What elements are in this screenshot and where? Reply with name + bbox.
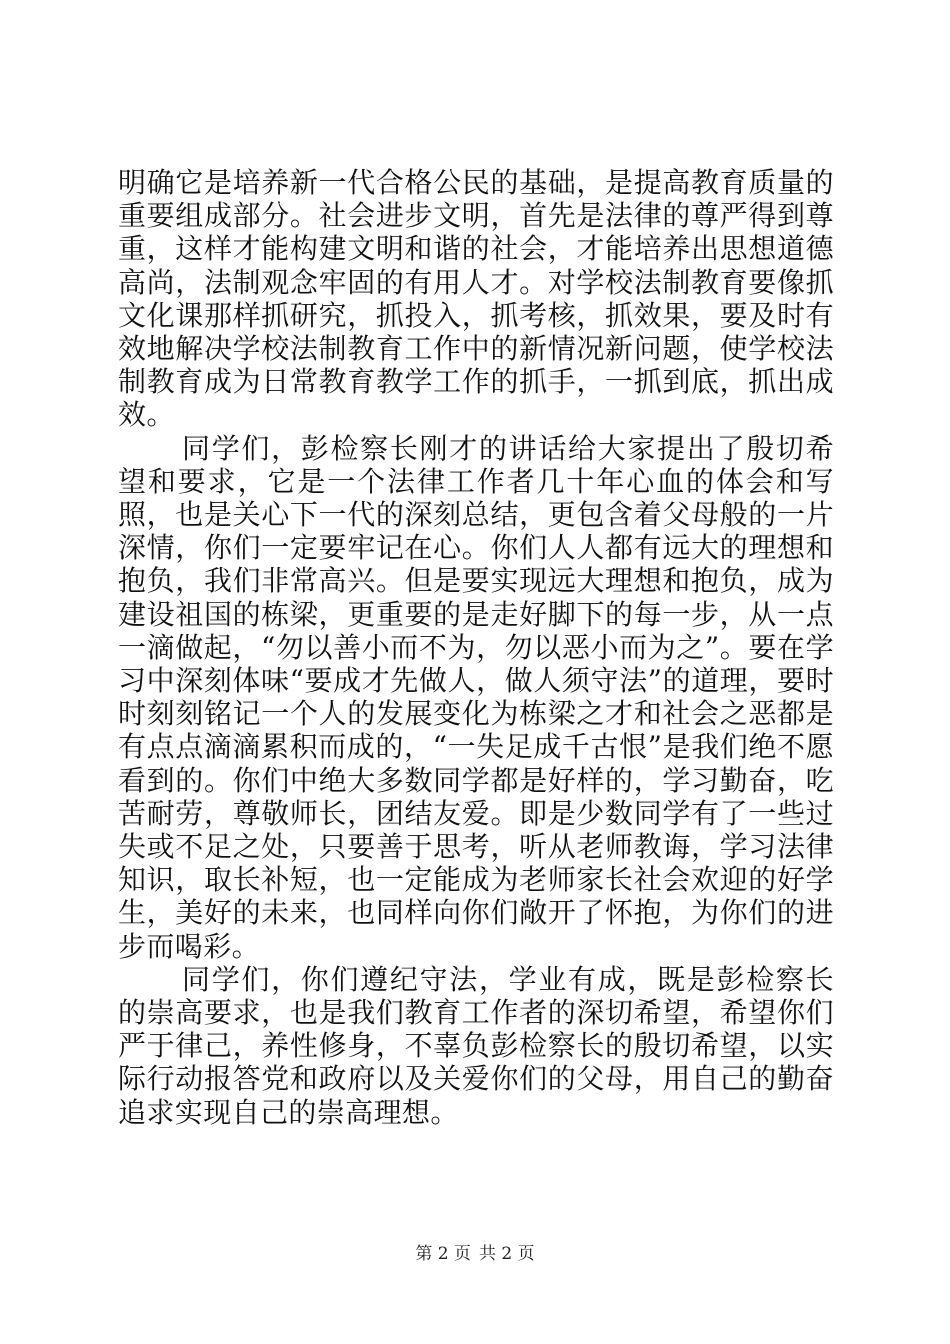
page-number: 第 2 页	[415, 1244, 471, 1264]
page-total: 共 2 页	[479, 1244, 535, 1264]
paragraph-3: 同学们，你们遵纪守法，学业有成，既是彭检察长的崇高要求，也是我们教育工作者的深切希望，希望你们严于律己，养性修身，不辜负彭检察长的殷切希望，以实际行动报答党和政府以及关爱你们的父母，用自己的勤奋追求实现自己的崇高理想。	[118, 962, 834, 1129]
paragraph-2: 同学们，彭检察长刚才的讲话给大家提出了殷切希望和要求，它是一个法律工作者几十年心血的体会和写照，也是关心下一代的深刻总结，更包含着父母般的一片深情，你们一定要牢记在心。你们人人都有远大的理想和抱负，我们非常高兴。但是要实现远大理想和抱负，成为建设祖国的栋梁，更重要的是走好脚下的每一步，从一点一滴做起，“勿以善小而不为，勿以恶小而为之”。要在学习中深刻体味“要成才先做人，做人须守法”的道理，要时时刻刻铭记一个人的发展变化为栋梁之才和社会之恶都是有点点滴滴累积而成的，“一失足成千古恨”是我们绝不愿看到的。你们中绝大多数同学都是好样的，学习勤奋，吃苦耐劳，尊敬师长，团结友爱。即是少数同学有了一些过失或不足之处，只要善于思考，听从老师教诲，学习法律知识，取长补短，也一定能成为老师家长社会欢迎的好学生，美好的未来，也同样向你们敞开了怀抱，为你们的进步而喝彩。	[118, 431, 834, 963]
page-footer	[0, 1243, 950, 1265]
document-body	[118, 166, 834, 1129]
paragraph-1: 明确它是培养新一代合格公民的基础，是提高教育质量的重要组成部分。社会进步文明，首先是法律的尊严得到尊重，这样才能构建文明和谐的社会，才能培养出思想道德高尚，法制观念牢固的有用人才。对学校法制教育要像抓文化课那样抓研究，抓投入，抓考核，抓效果，要及时有效地解决学校法制教育工作中的新情况新问题，使学校法制教育成为日常教育教学工作的抓手，一抓到底，抓出成效。	[118, 166, 834, 432]
